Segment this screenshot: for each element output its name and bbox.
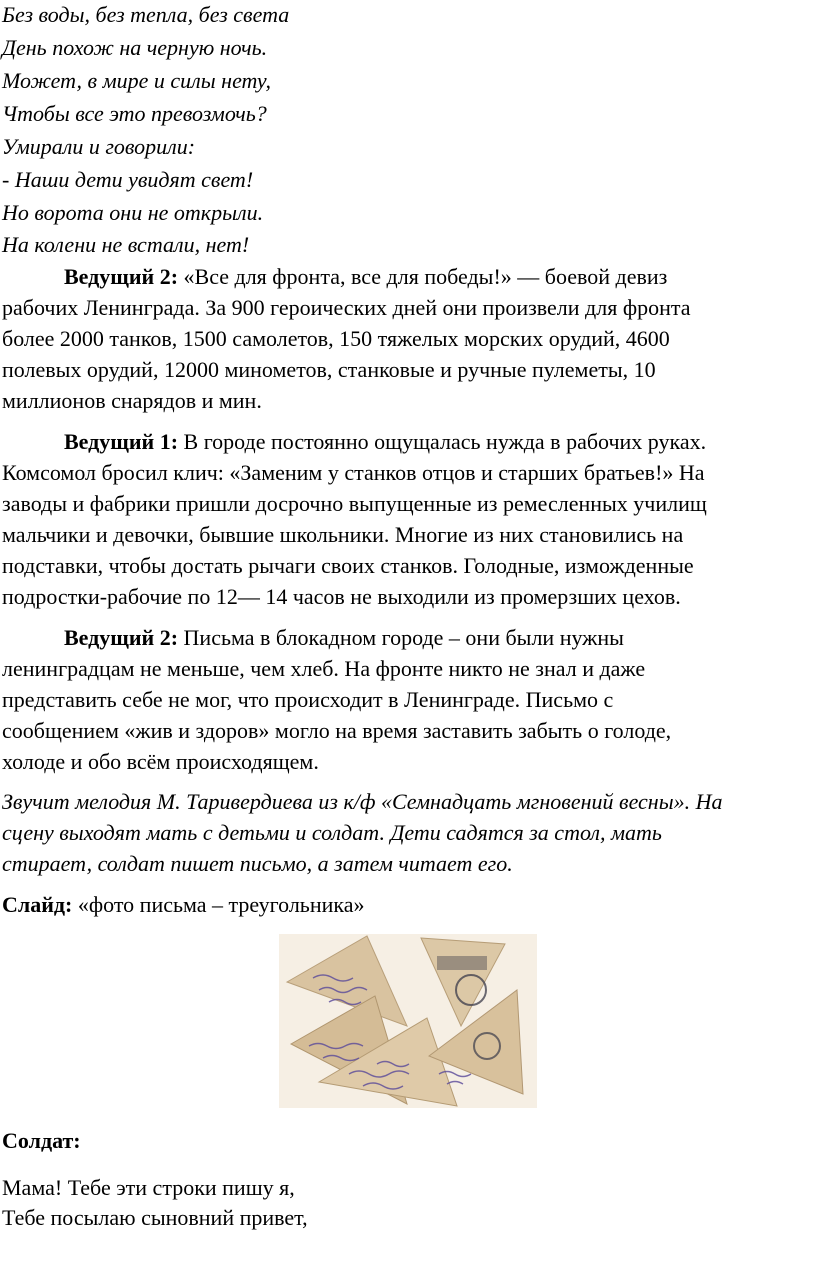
- stage-direction-line: стирает, солдат пишет письмо, а затем читает его.: [2, 851, 513, 876]
- paragraph-line: представить себе не мог, что происходит в Ленинграде. Письмо с: [2, 687, 614, 712]
- paragraph-line: рабочих Ленинграда. За 900 героических дней они произвели для фронта: [2, 295, 691, 320]
- paragraph-text: Письма в блокадном городе – они были нужны: [178, 625, 624, 650]
- paragraph-line: Комсомол бросил клич: «Заменим у станков отцов и старших братьев!» На: [2, 460, 705, 485]
- speaker-label: Ведущий 2:: [64, 625, 179, 650]
- letter-line: Мама! Тебе эти строки пишу я,: [2, 1175, 295, 1200]
- paragraph-line: мальчики и девочки, бывшие школьники. Многие из них становились на: [2, 522, 684, 547]
- paragraph-line: миллионов снарядов и мин.: [2, 388, 262, 413]
- speaker-label: Ведущий 2:: [64, 264, 179, 289]
- poem-line: День похож на черную ночь.: [2, 35, 268, 60]
- paragraph-line: подростки-рабочие по 12— 14 часов не выходили из промерзших цехов.: [2, 584, 681, 609]
- paragraph-line: заводы и фабрики пришли досрочно выпущенные из ремесленных училищ: [2, 491, 707, 516]
- poem-line: Без воды, без тепла, без света: [2, 2, 290, 27]
- paragraph-first-line: [64, 627, 624, 649]
- paragraph-line: ленинградцам не меньше, чем хлеб. На фронте никто не знал и даже: [2, 656, 646, 681]
- soldier-label: Солдат:: [2, 1128, 81, 1153]
- poem-line: Может, в мире и силы нету,: [2, 68, 272, 93]
- poem-line: Но ворота они не открыли.: [2, 200, 264, 225]
- paragraph-first-line: [64, 431, 706, 453]
- poem-line: На колени не встали, нет!: [2, 232, 250, 257]
- stage-direction-line: Звучит мелодия М. Таривердиева из к/ф «Семнадцать мгновений весны». На: [2, 789, 723, 814]
- speaker-label: Ведущий 1:: [64, 429, 179, 454]
- poem-line: Умирали и говорили:: [2, 134, 196, 159]
- slide-line: [2, 894, 365, 916]
- paragraph-text: «Все для фронта, все для победы!» — боевой девиз: [178, 264, 668, 289]
- paragraph-line: сообщением «жив и здоров» могло на время заставить забыть о голоде,: [2, 718, 672, 743]
- slide-label: Слайд:: [2, 892, 73, 917]
- paragraph-line: полевых орудий, 12000 минометов, станковые и ручные пулеметы, 10: [2, 357, 656, 382]
- paragraph-line: холоде и обо всём происходящем.: [2, 749, 319, 774]
- triangle-letters-photo: [279, 934, 537, 1108]
- paragraph-first-line: [64, 266, 667, 288]
- poem-line: Чтобы все это превозмочь?: [2, 101, 267, 126]
- poem-line: - Наши дети увидят свет!: [2, 167, 254, 192]
- stamp-block: [437, 956, 487, 970]
- paragraph-text: В городе постоянно ощущалась нужда в рабочих руках.: [178, 429, 707, 454]
- letter-line: Тебе посылаю сыновний привет,: [2, 1205, 308, 1230]
- paragraph-line: более 2000 танков, 1500 самолетов, 150 тяжелых морских орудий, 4600: [2, 326, 670, 351]
- paragraph-line: подставки, чтобы достать рычаги своих станков. Голодные, изможденные: [2, 553, 694, 578]
- slide-text: «фото письма – треугольника»: [72, 892, 365, 917]
- stage-direction-line: сцену выходят мать с детьми и солдат. Дети садятся за стол, мать: [2, 820, 662, 845]
